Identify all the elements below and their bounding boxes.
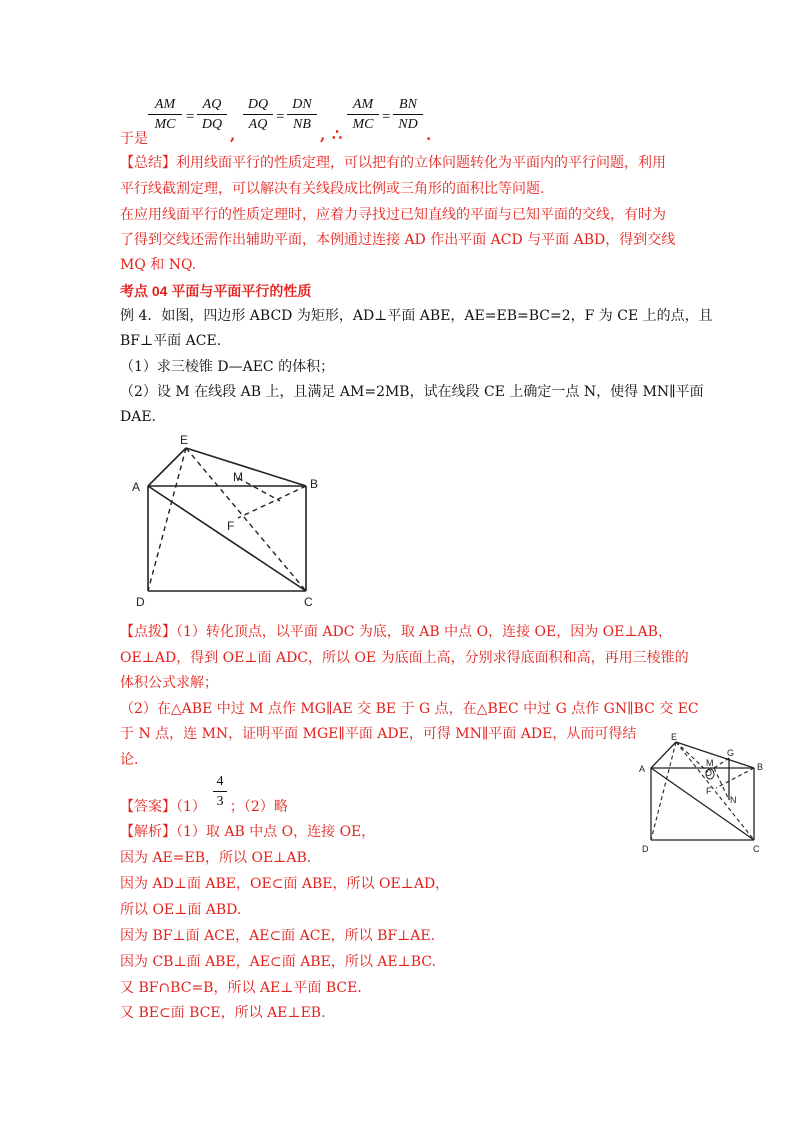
geometry-figure-2 xyxy=(636,730,776,855)
answer-fraction: 4 3 xyxy=(213,773,227,810)
edge-eb xyxy=(186,448,306,486)
analysis-line-4: 所以 OE⊥面 ABD. xyxy=(120,902,242,918)
label-c: C xyxy=(304,595,313,609)
label-g: G xyxy=(727,748,735,758)
label-b: B xyxy=(310,477,319,491)
label-a: A xyxy=(132,480,141,494)
hint-tag: 【点拨】 xyxy=(120,624,176,640)
label-d: D xyxy=(136,595,145,609)
analysis-line-8: 又 BE⊂面 BCE，所以 AE⊥EB. xyxy=(120,1005,326,1021)
hint-line-2: OE⊥AD，得到 OE⊥面 ADC，所以 OE 为底面上高，分别求得底面积和高，再用三棱锥的 xyxy=(120,650,689,666)
label-e: E xyxy=(180,433,189,447)
analysis-line-3: 因为 AD⊥面 ABE，OE⊂面 ABE，所以 OE⊥AD， xyxy=(120,876,450,892)
label-f: F xyxy=(227,519,235,533)
label-b: B xyxy=(757,762,764,772)
summary-tag: 【总结】 xyxy=(120,155,176,171)
example-line-2: BF⊥平面 ACE. xyxy=(120,333,222,349)
edge-ec xyxy=(676,742,754,840)
label-a: A xyxy=(639,764,646,774)
label-o: O xyxy=(705,768,713,778)
label-f: F xyxy=(706,786,712,796)
edge-mn xyxy=(714,768,729,800)
equals-sign: = xyxy=(382,109,391,125)
example-line-1: 例 4．如图，四边形 ABCD 为矩形，AD⊥平面 ABE，AE=EB=BC=2，F 为 CE 上的点，且 xyxy=(120,308,713,324)
edge-mf xyxy=(238,478,280,501)
label-c: C xyxy=(753,844,760,854)
therefore-symbol: ∴ xyxy=(332,125,343,144)
label-m: M xyxy=(233,470,243,484)
hint-line-3: 体积公式求解； xyxy=(120,675,218,691)
fraction-am-mc xyxy=(148,96,182,133)
example-line-4: （2）设 M 在线段 AB 上，且满足 AM=2MB，试在线段 CE 上确定一点 N，使得 MN∥平面 xyxy=(120,384,704,400)
analysis-line-2: 因为 AE=EB，所以 OE⊥AB. xyxy=(120,850,312,866)
hint-line-5: 于 N 点，连 MN，证明平面 MGE∥平面 ADE，可得 MN∥平面 ADE，从而可得结 xyxy=(120,726,637,742)
comma: , xyxy=(320,126,326,144)
edge-eb xyxy=(676,742,754,768)
fraction-dn-nb: DN NB xyxy=(287,96,317,133)
section-title: 考点 04 平面与平面平行的性质 xyxy=(120,283,312,299)
label-e: E xyxy=(671,732,678,742)
summary-line-1: 【总结】利用线面平行的性质定理，可以把有的立体问题转化为平面内的平行问题，利用 xyxy=(120,155,666,171)
fraction-bn-nd: BN ND xyxy=(393,96,423,133)
edge-bf xyxy=(238,486,306,518)
label-n: N xyxy=(730,795,737,805)
analysis-line-6: 因为 CB⊥面 ABE，AE⊂面 ABE，所以 AE⊥BC. xyxy=(120,954,436,970)
example-line-5: DAE. xyxy=(120,409,157,425)
period: . xyxy=(426,126,432,144)
analysis-line-1: 【解析】（1）取 AB 中点 O，连接 OE， xyxy=(120,824,376,840)
analysis-line-5: 因为 BF⊥面 ACE，AE⊂面 ACE，所以 BF⊥AE. xyxy=(120,928,436,944)
equals-sign: = xyxy=(276,109,285,125)
edge-ed xyxy=(148,448,186,591)
numerator: AM xyxy=(154,97,176,112)
edge-ae xyxy=(651,742,676,768)
example-line-3: （1）求三棱锥 D—AEC 的体积； xyxy=(120,359,335,375)
denominator: MC xyxy=(154,117,176,132)
geometry-figure-1 xyxy=(120,426,340,616)
hint-line-4: （2）在△ABE 中过 M 点作 MG∥AE 交 BE 于 G 点，在△BEC 中过 G 点作 GN∥BC 交 EC xyxy=(120,701,699,717)
edge-bf xyxy=(716,768,754,788)
hint-line-1: 【点拨】（1）转化顶点，以平面 ADC 为底，取 AB 中点 O，连接 OE，因为 OE⊥AB， xyxy=(120,624,672,640)
lead-text: 于是 xyxy=(120,131,148,147)
edge-mg xyxy=(714,758,729,768)
summary-line-3: 在应用线面平行的性质定理时，应着力寻找过已知直线的平面与已知平面的交线，有时为 xyxy=(120,207,666,223)
equals-sign: = xyxy=(186,109,195,125)
answer-line: 【答案】（1） ；（2）略 xyxy=(120,799,288,815)
edge-ed xyxy=(651,742,676,840)
analysis-line-7: 又 BF∩BC=B，所以 AE⊥平面 BCE. xyxy=(120,980,362,996)
summary-line-2: 平行线截割定理，可以解决有关线段成比例或三角形的面积比等问题. xyxy=(120,181,545,197)
summary-line-4: 了得到交线还需作出辅助平面，本例通过连接 AD 作出平面 ACD 与平面 ABD，得到交线 xyxy=(120,232,676,248)
label-d: D xyxy=(642,844,649,854)
answer-tag: 【答案】 xyxy=(120,799,176,815)
analysis-tag: 【解析】 xyxy=(120,824,176,840)
fraction-am-mc-2: AM MC xyxy=(347,96,379,133)
comma: , xyxy=(230,126,236,144)
fraction-aq-dq: AQ DQ xyxy=(197,96,227,133)
summary-line-5: MQ 和 NQ. xyxy=(120,257,197,273)
edge-ec xyxy=(186,448,306,591)
fraction-dq-aq: DQ AQ xyxy=(243,96,273,133)
label-m: M xyxy=(706,758,714,768)
hint-line-6: 论. xyxy=(120,752,139,768)
